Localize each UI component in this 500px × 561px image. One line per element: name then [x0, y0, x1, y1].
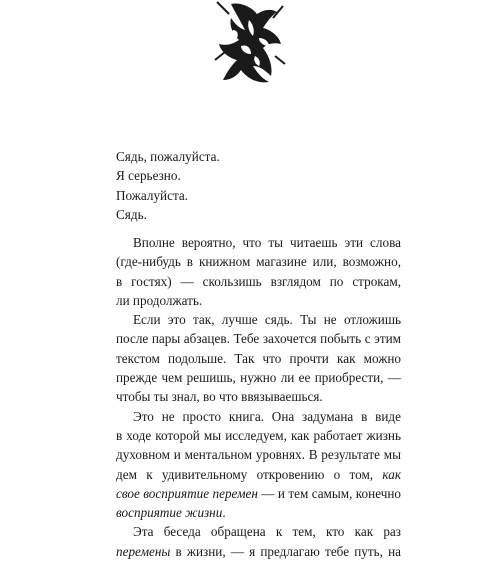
paragraph-3-line: Это не просто книга. Она задумана в виде [133, 408, 401, 424]
opening-line: Сядь. [116, 206, 147, 222]
paragraph-4-line: Эта беседа обращена к тем, кто как раз [133, 524, 401, 540]
italic-fragment: восприятие жизни [116, 505, 223, 521]
paragraph-2-line: Если это так, лучше сядь. Ты не отложишь [133, 312, 401, 328]
opening-line: Пожалуйста. [116, 187, 189, 203]
paragraph-3-line: духовном и ментальном уровнях. В результате мы [116, 447, 401, 463]
paragraph-2-line: после пары абзацев. Тебе захочется побыть с этим [116, 331, 401, 347]
paragraph-3-line [116, 484, 401, 503]
paragraph-1-line: Вполне вероятно, что ты читаешь эти слова [133, 235, 401, 250]
body-text [116, 233, 401, 561]
decorative-drop-cap-ornament [211, 0, 289, 86]
paragraph-3-line: в ходе которой мы исследуем, как работает жизнь [116, 427, 401, 443]
italic-fragment: перемены [116, 543, 171, 559]
opening-line: Я серьезно. [116, 168, 181, 184]
paragraph-1-line: (где-нибудь в книжном магазине или, возможно, [116, 254, 401, 270]
paragraph-2-line: текстом подольше. Так что прочти как можно [116, 350, 401, 366]
paragraph-3-line [116, 465, 401, 484]
paragraph-2-line: прежде чем решишь, нужно ли ее приобрести, — [116, 370, 401, 386]
text-fragment: — и тем самым, конечно [261, 485, 401, 501]
paragraph-2-line: чтобы ты знал, во что ввязываешься. [116, 389, 323, 405]
paragraph-4-line [116, 542, 401, 561]
opening-line: Сядь, пожалуйста. [116, 149, 220, 164]
paragraph-1-line: ли продолжать. [116, 292, 203, 308]
text-fragment: в жизни, — я предлагаю тебе путь, на [175, 543, 401, 559]
opening-lines [116, 147, 401, 224]
italic-fragment: как [382, 466, 401, 482]
paragraph-1-line: в гостях) — скользишь взглядом по строкам, [116, 273, 401, 289]
italic-fragment: свое восприятие перемен [116, 485, 258, 501]
paragraph-3-line [116, 503, 401, 522]
text-fragment: . [222, 505, 226, 521]
text-fragment: дем к удивительному откровению о том, [116, 466, 383, 482]
